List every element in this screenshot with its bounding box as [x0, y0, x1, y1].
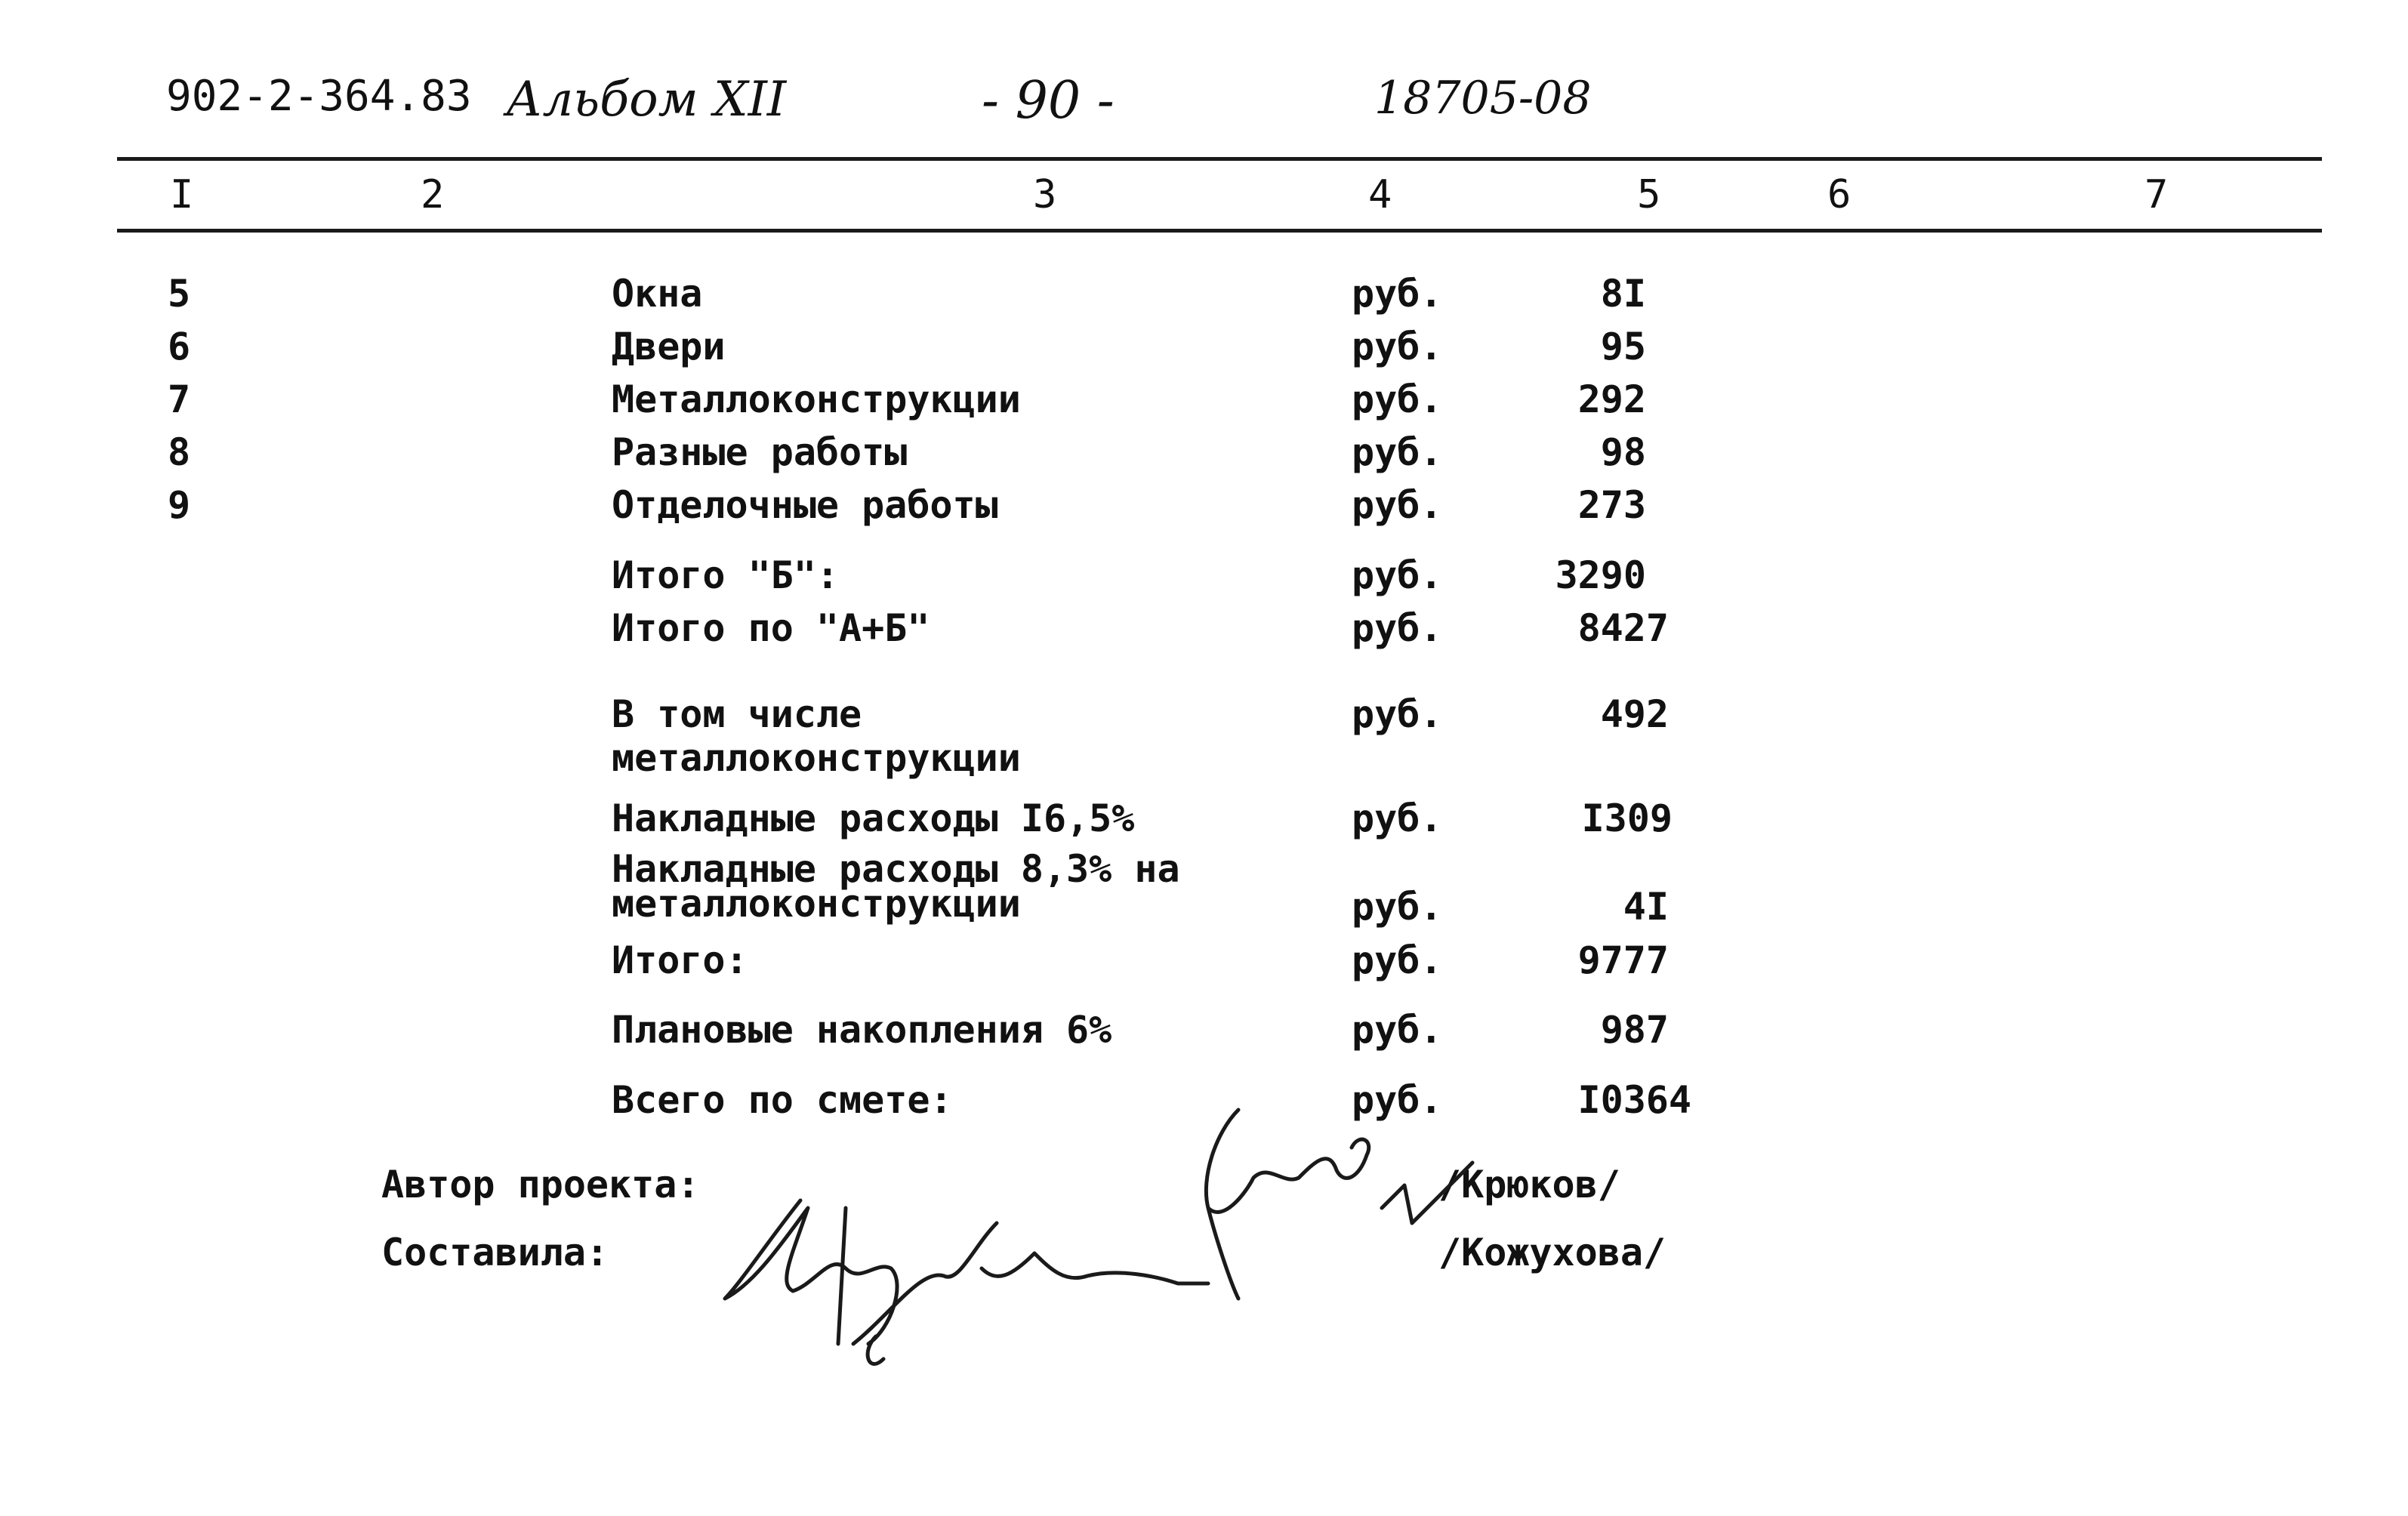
row-value: 3290 [1555, 553, 1646, 597]
row-unit: руб. [1352, 272, 1443, 316]
row-value: 9777 [1577, 938, 1669, 982]
row-label-continued: металлоконструкции [612, 882, 1021, 926]
compiler-name: /Кожухова/ [1438, 1231, 1666, 1274]
row-number: 6 [168, 325, 191, 368]
column-number: 7 [2144, 172, 2169, 217]
column-number: I [170, 172, 194, 217]
row-unit: руб. [1352, 1078, 1443, 1122]
row-value: 8I [1600, 272, 1646, 316]
row-unit: руб. [1352, 692, 1443, 736]
row-value: 98 [1600, 430, 1646, 474]
row-value: I0364 [1577, 1078, 1691, 1122]
compiler-label: Составила: [381, 1231, 609, 1274]
author-name: /Крюков/ [1438, 1163, 1620, 1206]
row-label: Всего по смете: [612, 1078, 953, 1122]
row-value: 95 [1600, 325, 1646, 368]
row-label: Двери [612, 325, 726, 368]
row-unit: руб. [1352, 430, 1443, 474]
row-unit: руб. [1352, 483, 1443, 527]
row-label: Металлоконструкции [612, 377, 1021, 421]
row-unit: руб. [1352, 1008, 1443, 1052]
row-unit: руб. [1352, 606, 1443, 650]
row-unit: руб. [1352, 325, 1443, 368]
row-label: В том числе металлоконструкции [612, 692, 1021, 780]
row-value: 987 [1600, 1008, 1669, 1052]
document-code: 902-2-364.83 [166, 72, 472, 121]
row-value: 292 [1577, 377, 1646, 421]
row-label: Итого "Б": [612, 553, 840, 597]
author-label: Автор проекта: [381, 1163, 700, 1206]
row-value: 273 [1577, 483, 1646, 527]
row-unit: руб. [1352, 938, 1443, 982]
column-number: 4 [1368, 172, 1392, 217]
row-number: 7 [168, 377, 191, 421]
row-number: 8 [168, 430, 191, 474]
column-number: 2 [421, 172, 445, 217]
column-number: 3 [1033, 172, 1057, 217]
page-number: - 90 - [982, 71, 1115, 131]
row-label: Плановые накопления 6% [612, 1008, 1112, 1052]
row-number: 9 [168, 483, 191, 527]
row-number: 5 [168, 272, 191, 316]
row-unit: руб. [1352, 553, 1443, 597]
row-label: Накладные расходы 8,3% на [612, 847, 1180, 891]
row-label: Отделочные работы [612, 483, 998, 527]
row-unit: руб. [1352, 797, 1443, 840]
row-label: Накладные расходы I6,5% [612, 797, 1135, 840]
row-value: I309 [1581, 797, 1673, 840]
album-title: Альбом XII [506, 72, 787, 128]
row-label: Разные работы [612, 430, 908, 474]
row-unit: руб. [1352, 885, 1443, 929]
row-value: 492 [1600, 692, 1669, 736]
column-number: 6 [1827, 172, 1851, 217]
document-number: 18705-08 [1374, 72, 1592, 125]
row-label: Итого: [612, 938, 748, 982]
row-value: 4I [1623, 885, 1669, 929]
column-number: 5 [1637, 172, 1661, 217]
row-value: 8427 [1577, 606, 1669, 650]
row-unit: руб. [1352, 377, 1443, 421]
row-label: Итого по "А+Б" [612, 606, 930, 650]
row-label: Окна [612, 272, 703, 316]
